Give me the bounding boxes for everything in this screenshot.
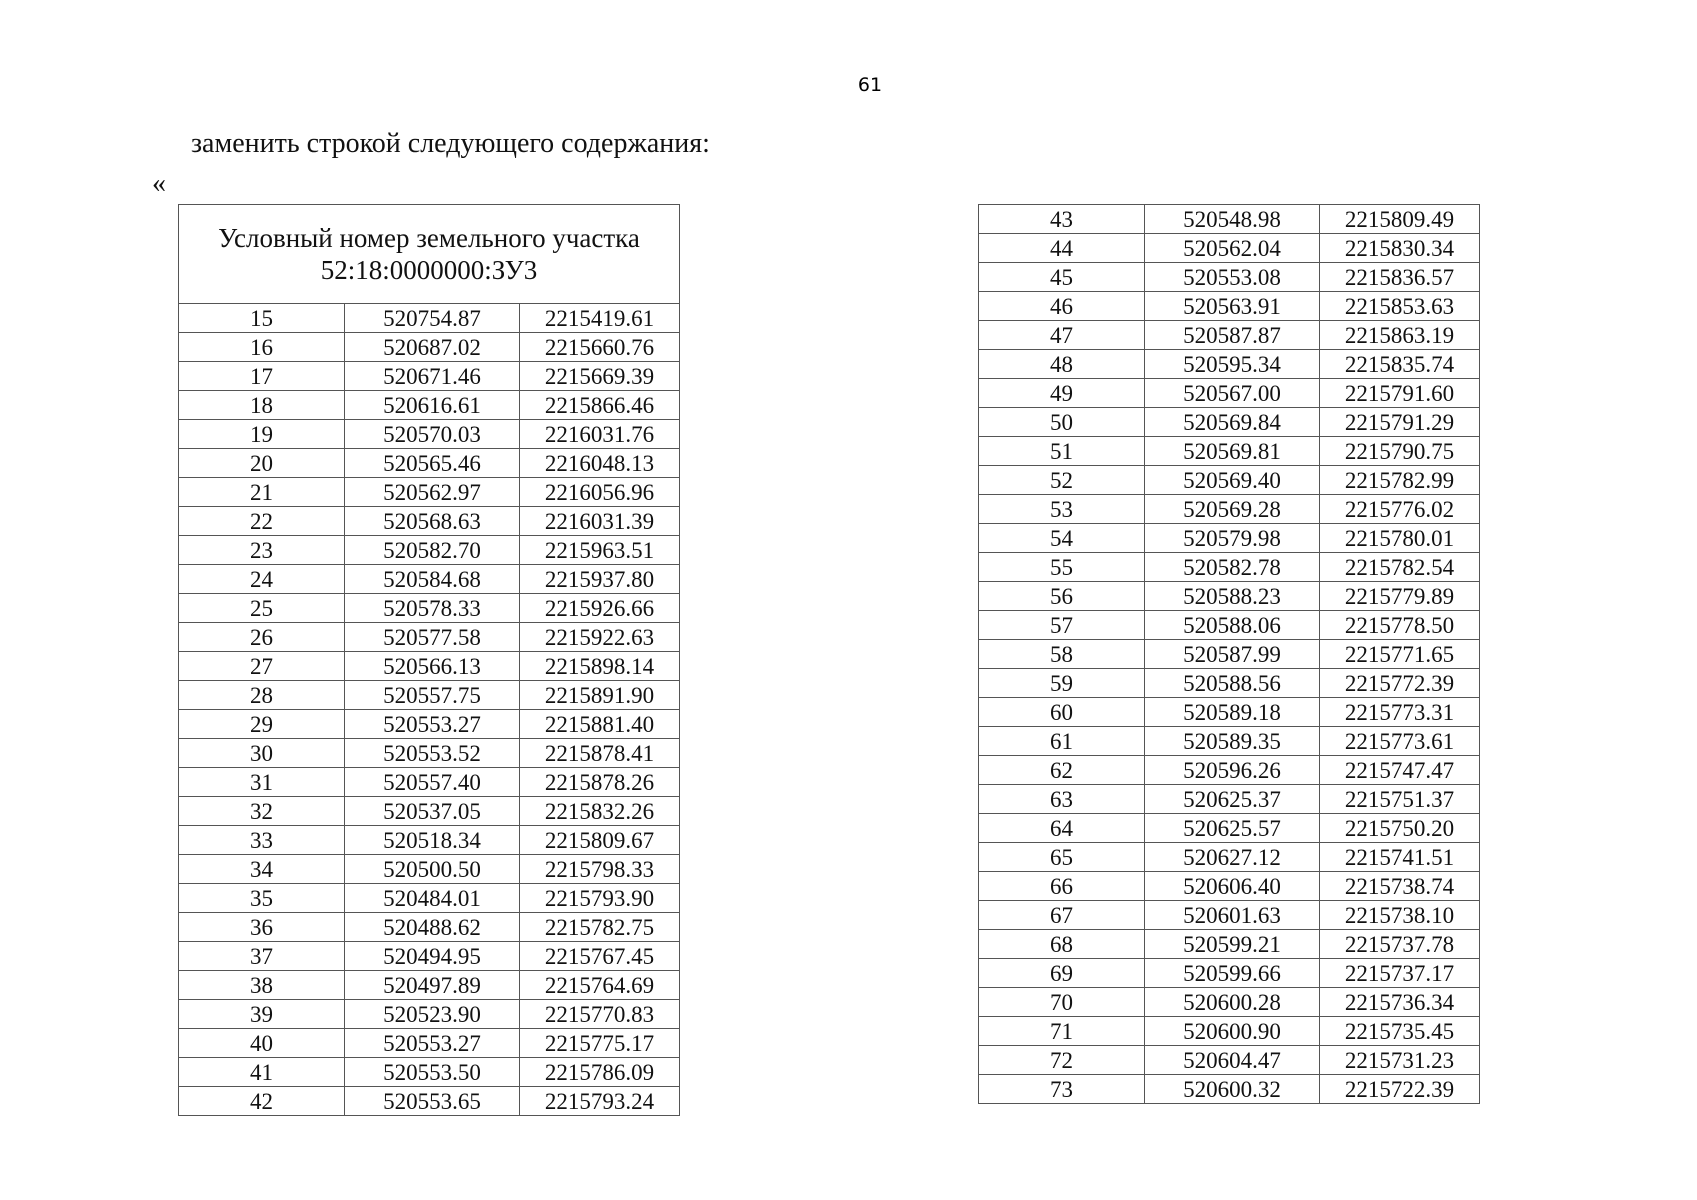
y-coordinate-cell: 2215770.83 bbox=[520, 1000, 680, 1029]
point-number-cell: 39 bbox=[179, 1000, 345, 1029]
table-row bbox=[179, 1087, 680, 1116]
x-coordinate-cell: 520596.26 bbox=[1145, 756, 1320, 785]
point-number-cell: 35 bbox=[179, 884, 345, 913]
x-coordinate-cell: 520553.27 bbox=[345, 710, 520, 739]
point-number-cell: 53 bbox=[979, 495, 1145, 524]
point-number-cell: 15 bbox=[179, 304, 345, 333]
x-coordinate-cell: 520562.97 bbox=[345, 478, 520, 507]
point-number-cell: 66 bbox=[979, 872, 1145, 901]
point-number-cell: 33 bbox=[179, 826, 345, 855]
y-coordinate-cell: 2215738.10 bbox=[1320, 901, 1480, 930]
table-row bbox=[979, 756, 1480, 785]
x-coordinate-cell: 520563.91 bbox=[1145, 292, 1320, 321]
table-row bbox=[979, 843, 1480, 872]
table-row bbox=[179, 913, 680, 942]
point-number-cell: 30 bbox=[179, 739, 345, 768]
table-row bbox=[979, 1017, 1480, 1046]
point-number-cell: 45 bbox=[979, 263, 1145, 292]
x-coordinate-cell: 520579.98 bbox=[1145, 524, 1320, 553]
point-number-cell: 18 bbox=[179, 391, 345, 420]
table-row bbox=[979, 785, 1480, 814]
table-row bbox=[979, 408, 1480, 437]
point-number-cell: 34 bbox=[179, 855, 345, 884]
x-coordinate-cell: 520601.63 bbox=[1145, 901, 1320, 930]
y-coordinate-cell: 2215791.60 bbox=[1320, 379, 1480, 408]
y-coordinate-cell: 2215771.65 bbox=[1320, 640, 1480, 669]
y-coordinate-cell: 2215963.51 bbox=[520, 536, 680, 565]
table-row bbox=[179, 623, 680, 652]
x-coordinate-cell: 520589.18 bbox=[1145, 698, 1320, 727]
x-coordinate-cell: 520494.95 bbox=[345, 942, 520, 971]
table-row bbox=[979, 669, 1480, 698]
x-coordinate-cell: 520616.61 bbox=[345, 391, 520, 420]
point-number-cell: 20 bbox=[179, 449, 345, 478]
x-coordinate-cell: 520589.35 bbox=[1145, 727, 1320, 756]
x-coordinate-cell: 520588.23 bbox=[1145, 582, 1320, 611]
table-row bbox=[979, 930, 1480, 959]
table-row bbox=[179, 391, 680, 420]
x-coordinate-cell: 520687.02 bbox=[345, 333, 520, 362]
point-number-cell: 71 bbox=[979, 1017, 1145, 1046]
x-coordinate-cell: 520565.46 bbox=[345, 449, 520, 478]
table-row bbox=[979, 1046, 1480, 1075]
table-row bbox=[179, 507, 680, 536]
point-number-cell: 29 bbox=[179, 710, 345, 739]
table-row bbox=[179, 565, 680, 594]
table-row bbox=[979, 263, 1480, 292]
x-coordinate-cell: 520553.27 bbox=[345, 1029, 520, 1058]
x-coordinate-cell: 520557.40 bbox=[345, 768, 520, 797]
coordinates-table-right bbox=[978, 204, 1480, 1104]
y-coordinate-cell: 2216056.96 bbox=[520, 478, 680, 507]
point-number-cell: 48 bbox=[979, 350, 1145, 379]
point-number-cell: 40 bbox=[179, 1029, 345, 1058]
table-row bbox=[979, 582, 1480, 611]
table-row bbox=[179, 826, 680, 855]
point-number-cell: 67 bbox=[979, 901, 1145, 930]
y-coordinate-cell: 2215878.26 bbox=[520, 768, 680, 797]
table-row bbox=[979, 988, 1480, 1017]
y-coordinate-cell: 2215775.17 bbox=[520, 1029, 680, 1058]
y-coordinate-cell: 2215669.39 bbox=[520, 362, 680, 391]
y-coordinate-cell: 2215731.23 bbox=[1320, 1046, 1480, 1075]
table-row bbox=[179, 797, 680, 826]
table-row bbox=[179, 710, 680, 739]
y-coordinate-cell: 2215891.90 bbox=[520, 681, 680, 710]
table-row bbox=[179, 652, 680, 681]
table-row bbox=[179, 942, 680, 971]
table-row bbox=[979, 1075, 1480, 1104]
table-row bbox=[179, 449, 680, 478]
point-number-cell: 49 bbox=[979, 379, 1145, 408]
point-number-cell: 44 bbox=[979, 234, 1145, 263]
x-coordinate-cell: 520570.03 bbox=[345, 420, 520, 449]
point-number-cell: 37 bbox=[179, 942, 345, 971]
point-number-cell: 52 bbox=[979, 466, 1145, 495]
table-body-left bbox=[179, 304, 680, 1116]
point-number-cell: 19 bbox=[179, 420, 345, 449]
table-row bbox=[979, 553, 1480, 582]
table-row bbox=[179, 478, 680, 507]
table-row bbox=[979, 379, 1480, 408]
x-coordinate-cell: 520537.05 bbox=[345, 797, 520, 826]
y-coordinate-cell: 2215878.41 bbox=[520, 739, 680, 768]
x-coordinate-cell: 520569.40 bbox=[1145, 466, 1320, 495]
point-number-cell: 25 bbox=[179, 594, 345, 623]
y-coordinate-cell: 2215782.75 bbox=[520, 913, 680, 942]
point-number-cell: 72 bbox=[979, 1046, 1145, 1075]
table-body-right bbox=[979, 205, 1480, 1104]
y-coordinate-cell: 2215809.67 bbox=[520, 826, 680, 855]
point-number-cell: 28 bbox=[179, 681, 345, 710]
table-row bbox=[179, 536, 680, 565]
y-coordinate-cell: 2215832.26 bbox=[520, 797, 680, 826]
point-number-cell: 50 bbox=[979, 408, 1145, 437]
y-coordinate-cell: 2215782.54 bbox=[1320, 553, 1480, 582]
table-row bbox=[179, 362, 680, 391]
y-coordinate-cell: 2215853.63 bbox=[1320, 292, 1480, 321]
x-coordinate-cell: 520488.62 bbox=[345, 913, 520, 942]
y-coordinate-cell: 2215773.31 bbox=[1320, 698, 1480, 727]
point-number-cell: 57 bbox=[979, 611, 1145, 640]
point-number-cell: 56 bbox=[979, 582, 1145, 611]
y-coordinate-cell: 2215866.46 bbox=[520, 391, 680, 420]
y-coordinate-cell: 2215741.51 bbox=[1320, 843, 1480, 872]
x-coordinate-cell: 520584.68 bbox=[345, 565, 520, 594]
point-number-cell: 17 bbox=[179, 362, 345, 391]
x-coordinate-cell: 520500.50 bbox=[345, 855, 520, 884]
point-number-cell: 55 bbox=[979, 553, 1145, 582]
opening-quote-mark: « bbox=[152, 168, 166, 199]
table-row bbox=[979, 437, 1480, 466]
table-row bbox=[179, 1000, 680, 1029]
table-row bbox=[979, 234, 1480, 263]
x-coordinate-cell: 520569.81 bbox=[1145, 437, 1320, 466]
x-coordinate-cell: 520604.47 bbox=[1145, 1046, 1320, 1075]
table-row bbox=[179, 768, 680, 797]
y-coordinate-cell: 2215750.20 bbox=[1320, 814, 1480, 843]
x-coordinate-cell: 520567.00 bbox=[1145, 379, 1320, 408]
x-coordinate-cell: 520497.89 bbox=[345, 971, 520, 1000]
table-row bbox=[979, 524, 1480, 553]
x-coordinate-cell: 520582.70 bbox=[345, 536, 520, 565]
point-number-cell: 42 bbox=[179, 1087, 345, 1116]
x-coordinate-cell: 520625.57 bbox=[1145, 814, 1320, 843]
point-number-cell: 31 bbox=[179, 768, 345, 797]
table-row bbox=[979, 640, 1480, 669]
point-number-cell: 54 bbox=[979, 524, 1145, 553]
x-coordinate-cell: 520553.52 bbox=[345, 739, 520, 768]
y-coordinate-cell: 2215835.74 bbox=[1320, 350, 1480, 379]
y-coordinate-cell: 2215791.29 bbox=[1320, 408, 1480, 437]
x-coordinate-cell: 520627.12 bbox=[1145, 843, 1320, 872]
y-coordinate-cell: 2215863.19 bbox=[1320, 321, 1480, 350]
x-coordinate-cell: 520553.08 bbox=[1145, 263, 1320, 292]
point-number-cell: 23 bbox=[179, 536, 345, 565]
point-number-cell: 41 bbox=[179, 1058, 345, 1087]
point-number-cell: 73 bbox=[979, 1075, 1145, 1104]
page-number: 61 bbox=[857, 74, 883, 96]
table-header-row bbox=[179, 205, 680, 304]
y-coordinate-cell: 2215767.45 bbox=[520, 942, 680, 971]
x-coordinate-cell: 520606.40 bbox=[1145, 872, 1320, 901]
point-number-cell: 36 bbox=[179, 913, 345, 942]
y-coordinate-cell: 2216031.76 bbox=[520, 420, 680, 449]
x-coordinate-cell: 520577.58 bbox=[345, 623, 520, 652]
x-coordinate-cell: 520484.01 bbox=[345, 884, 520, 913]
point-number-cell: 43 bbox=[979, 205, 1145, 234]
table-row bbox=[979, 292, 1480, 321]
y-coordinate-cell: 2215419.61 bbox=[520, 304, 680, 333]
x-coordinate-cell: 520578.33 bbox=[345, 594, 520, 623]
y-coordinate-cell: 2215937.80 bbox=[520, 565, 680, 594]
y-coordinate-cell: 2216031.39 bbox=[520, 507, 680, 536]
point-number-cell: 32 bbox=[179, 797, 345, 826]
table-row bbox=[179, 333, 680, 362]
x-coordinate-cell: 520599.21 bbox=[1145, 930, 1320, 959]
y-coordinate-cell: 2215736.34 bbox=[1320, 988, 1480, 1017]
y-coordinate-cell: 2215738.74 bbox=[1320, 872, 1480, 901]
x-coordinate-cell: 520625.37 bbox=[1145, 785, 1320, 814]
y-coordinate-cell: 2215881.40 bbox=[520, 710, 680, 739]
point-number-cell: 69 bbox=[979, 959, 1145, 988]
table-row bbox=[179, 594, 680, 623]
x-coordinate-cell: 520595.34 bbox=[1145, 350, 1320, 379]
y-coordinate-cell: 2215830.34 bbox=[1320, 234, 1480, 263]
table-row bbox=[979, 959, 1480, 988]
point-number-cell: 46 bbox=[979, 292, 1145, 321]
point-number-cell: 70 bbox=[979, 988, 1145, 1017]
y-coordinate-cell: 2215779.89 bbox=[1320, 582, 1480, 611]
y-coordinate-cell: 2215751.37 bbox=[1320, 785, 1480, 814]
point-number-cell: 51 bbox=[979, 437, 1145, 466]
y-coordinate-cell: 2215809.49 bbox=[1320, 205, 1480, 234]
x-coordinate-cell: 520588.56 bbox=[1145, 669, 1320, 698]
point-number-cell: 68 bbox=[979, 930, 1145, 959]
y-coordinate-cell: 2215737.78 bbox=[1320, 930, 1480, 959]
point-number-cell: 24 bbox=[179, 565, 345, 594]
table-row bbox=[179, 971, 680, 1000]
table-row bbox=[979, 698, 1480, 727]
x-coordinate-cell: 520671.46 bbox=[345, 362, 520, 391]
x-coordinate-cell: 520569.28 bbox=[1145, 495, 1320, 524]
point-number-cell: 21 bbox=[179, 478, 345, 507]
y-coordinate-cell: 2215786.09 bbox=[520, 1058, 680, 1087]
point-number-cell: 64 bbox=[979, 814, 1145, 843]
y-coordinate-cell: 2215898.14 bbox=[520, 652, 680, 681]
y-coordinate-cell: 2215747.47 bbox=[1320, 756, 1480, 785]
point-number-cell: 27 bbox=[179, 652, 345, 681]
x-coordinate-cell: 520553.50 bbox=[345, 1058, 520, 1087]
table-row bbox=[979, 350, 1480, 379]
point-number-cell: 65 bbox=[979, 843, 1145, 872]
x-coordinate-cell: 520553.65 bbox=[345, 1087, 520, 1116]
y-coordinate-cell: 2215793.24 bbox=[520, 1087, 680, 1116]
y-coordinate-cell: 2215790.75 bbox=[1320, 437, 1480, 466]
point-number-cell: 38 bbox=[179, 971, 345, 1000]
point-number-cell: 62 bbox=[979, 756, 1145, 785]
table-row bbox=[979, 901, 1480, 930]
point-number-cell: 16 bbox=[179, 333, 345, 362]
x-coordinate-cell: 520518.34 bbox=[345, 826, 520, 855]
point-number-cell: 58 bbox=[979, 640, 1145, 669]
y-coordinate-cell: 2215798.33 bbox=[520, 855, 680, 884]
table-row bbox=[979, 321, 1480, 350]
x-coordinate-cell: 520599.66 bbox=[1145, 959, 1320, 988]
x-coordinate-cell: 520568.63 bbox=[345, 507, 520, 536]
x-coordinate-cell: 520587.87 bbox=[1145, 321, 1320, 350]
x-coordinate-cell: 520754.87 bbox=[345, 304, 520, 333]
x-coordinate-cell: 520566.13 bbox=[345, 652, 520, 681]
table-row bbox=[979, 727, 1480, 756]
table-row bbox=[179, 884, 680, 913]
y-coordinate-cell: 2215737.17 bbox=[1320, 959, 1480, 988]
point-number-cell: 59 bbox=[979, 669, 1145, 698]
y-coordinate-cell: 2215735.45 bbox=[1320, 1017, 1480, 1046]
point-number-cell: 22 bbox=[179, 507, 345, 536]
point-number-cell: 61 bbox=[979, 727, 1145, 756]
y-coordinate-cell: 2215922.63 bbox=[520, 623, 680, 652]
x-coordinate-cell: 520582.78 bbox=[1145, 553, 1320, 582]
x-coordinate-cell: 520587.99 bbox=[1145, 640, 1320, 669]
table-row bbox=[979, 814, 1480, 843]
table-row bbox=[979, 495, 1480, 524]
table-row bbox=[179, 1029, 680, 1058]
y-coordinate-cell: 2215722.39 bbox=[1320, 1075, 1480, 1104]
table-row bbox=[179, 739, 680, 768]
y-coordinate-cell: 2215776.02 bbox=[1320, 495, 1480, 524]
table-row bbox=[179, 681, 680, 710]
intro-text: заменить строкой следующего содержания: bbox=[191, 128, 710, 159]
table-row bbox=[179, 855, 680, 884]
table-row bbox=[979, 466, 1480, 495]
x-coordinate-cell: 520600.90 bbox=[1145, 1017, 1320, 1046]
plot-number-header: Условный номер земельного участка 52:18:0000000:ЗУ3 bbox=[179, 205, 680, 304]
y-coordinate-cell: 2216048.13 bbox=[520, 449, 680, 478]
y-coordinate-cell: 2215778.50 bbox=[1320, 611, 1480, 640]
y-coordinate-cell: 2215782.99 bbox=[1320, 466, 1480, 495]
table-row bbox=[979, 205, 1480, 234]
point-number-cell: 63 bbox=[979, 785, 1145, 814]
y-coordinate-cell: 2215764.69 bbox=[520, 971, 680, 1000]
y-coordinate-cell: 2215772.39 bbox=[1320, 669, 1480, 698]
y-coordinate-cell: 2215836.57 bbox=[1320, 263, 1480, 292]
y-coordinate-cell: 2215793.90 bbox=[520, 884, 680, 913]
y-coordinate-cell: 2215780.01 bbox=[1320, 524, 1480, 553]
x-coordinate-cell: 520548.98 bbox=[1145, 205, 1320, 234]
point-number-cell: 60 bbox=[979, 698, 1145, 727]
x-coordinate-cell: 520523.90 bbox=[345, 1000, 520, 1029]
point-number-cell: 47 bbox=[979, 321, 1145, 350]
table-row bbox=[179, 1058, 680, 1087]
y-coordinate-cell: 2215926.66 bbox=[520, 594, 680, 623]
x-coordinate-cell: 520557.75 bbox=[345, 681, 520, 710]
coordinates-table-left bbox=[178, 204, 680, 1116]
x-coordinate-cell: 520562.04 bbox=[1145, 234, 1320, 263]
x-coordinate-cell: 520588.06 bbox=[1145, 611, 1320, 640]
table-row bbox=[979, 872, 1480, 901]
x-coordinate-cell: 520600.28 bbox=[1145, 988, 1320, 1017]
y-coordinate-cell: 2215773.61 bbox=[1320, 727, 1480, 756]
x-coordinate-cell: 520600.32 bbox=[1145, 1075, 1320, 1104]
y-coordinate-cell: 2215660.76 bbox=[520, 333, 680, 362]
table-row bbox=[179, 304, 680, 333]
x-coordinate-cell: 520569.84 bbox=[1145, 408, 1320, 437]
table-row bbox=[179, 420, 680, 449]
point-number-cell: 26 bbox=[179, 623, 345, 652]
table-row bbox=[979, 611, 1480, 640]
